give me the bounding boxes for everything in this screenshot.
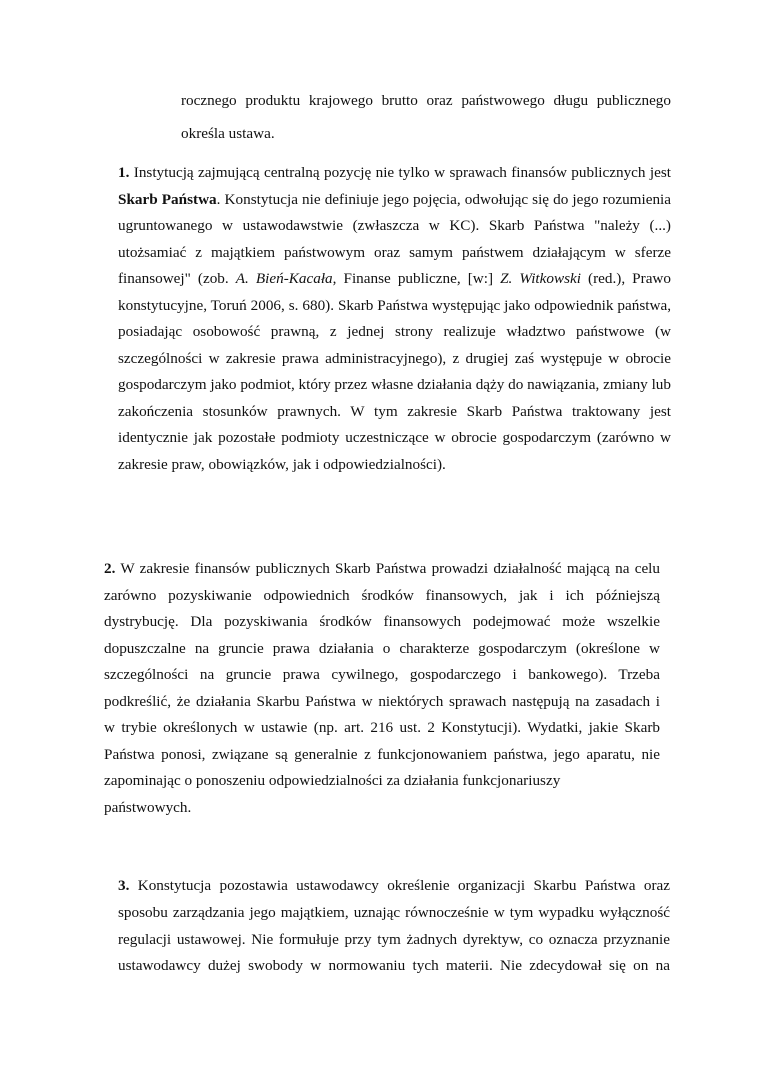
text-line: [104, 666, 660, 684]
text-line: [118, 456, 671, 474]
text-segment: zapominając o ponoszeniu odpowiedzialności za działania funkcjonariuszy: [104, 772, 561, 789]
text-segment: sposobu zarządzania jego majątkiem, uznając równocześnie w tym wypadku wyłączność: [118, 903, 670, 921]
text-segment: rocznego produktu krajowego brutto oraz państwowego długu publicznego: [181, 92, 671, 109]
text-line: [118, 297, 671, 315]
text-segment: utożsamiać z majątkiem państwowym oraz samym państwem działającym w sferze: [118, 243, 671, 261]
text-line: [118, 429, 671, 447]
text-segment: regulacji ustawowej. Nie formułuje przy tym żadnych dyrektyw, co oznacza przyznanie: [118, 930, 670, 948]
text-line: [104, 640, 660, 658]
text-line: [104, 693, 660, 711]
text-segment: posiadając osobowość prawną, z jednej strony realizuje władztwo państwowe (w: [118, 323, 671, 340]
text-segment: państwowych.: [104, 798, 192, 816]
text-line: [118, 376, 671, 394]
text-segment: dopuszczalne na gruncie prawa działania o charakterze gospodarczym (określone w: [104, 639, 660, 657]
text-line: [118, 191, 671, 209]
text-line: [118, 877, 670, 895]
text-segment: finansowej" (zob.: [118, 270, 236, 287]
text-segment: , Finanse publiczne, [w:]: [332, 270, 501, 287]
text-segment: zakresie praw, obowiązków, jak i odpowiedzialności).: [118, 455, 446, 473]
text-segment: W zakresie finansów publicznych Skarb Państwa prowadzi działalność mającą na celu: [115, 560, 660, 577]
bold-text: Skarb Państwa: [118, 190, 217, 208]
text-segment: podkreślić, że działania Skarbu Państwa w niektórych sprawach następują na zasadach i: [104, 692, 660, 710]
text-line: [118, 323, 671, 341]
text-line: [118, 931, 670, 949]
bold-text: 1.: [118, 164, 130, 181]
text-segment: . Konstytucja nie definiuje jego pojęcia, odwołując się do jego rozumienia: [216, 190, 671, 208]
italic-text: A. Bień-Kacała: [235, 270, 333, 287]
text-line: [118, 270, 671, 288]
bold-text: 3.: [118, 877, 130, 894]
text-line: [104, 613, 660, 631]
text-line: [104, 746, 660, 764]
text-segment: Konstytucja pozostawia ustawodawcy określenie organizacji Skarbu Państwa oraz: [129, 877, 670, 894]
text-segment: szczególności na gruncie prawa cywilnego, gospodarczego i bankowego). Trzeba: [104, 666, 660, 683]
text-line: [104, 772, 660, 790]
text-line: [104, 587, 660, 605]
text-line: [118, 957, 670, 975]
text-segment: konstytucyjne, Toruń 2006, s. 680). Skarb Państwa występując jako odpowiednik państwa,: [118, 296, 671, 314]
italic-text: Z. Witkowski: [500, 270, 581, 287]
text-line: [118, 217, 671, 235]
text-line: [104, 719, 660, 737]
text-segment: zarówno pozyskiwanie odpowiednich środków finansowych, jak i ich późniejszą: [104, 586, 660, 604]
text-line: [181, 125, 671, 143]
text-line: [118, 244, 671, 262]
text-line: [181, 92, 671, 110]
bold-text: 2.: [104, 560, 116, 577]
text-segment: (red.), Prawo: [580, 270, 671, 287]
text-line: [118, 350, 671, 368]
text-line: [104, 799, 660, 817]
text-line: [104, 560, 660, 578]
text-segment: ugruntowanego w ustawodawstwie (zwłaszcza w KC). Skarb Państwa "należy (...): [118, 217, 671, 234]
text-segment: Państwa ponosi, związane są generalnie z funkcjonowaniem państwa, jego aparatu, nie: [104, 745, 660, 763]
text-segment: zakończenia stosunków prawnych. W tym zakresie Skarb Państwa traktowany jest: [118, 402, 671, 420]
text-line: [118, 164, 671, 182]
text-segment: określa ustawa.: [181, 125, 275, 142]
text-segment: w trybie określonych w ustawie (np. art. 216 ust. 2 Konstytucji). Wydatki, jakie Skarb: [104, 719, 660, 736]
text-line: [118, 904, 670, 922]
text-line: [118, 403, 671, 421]
text-segment: ustawodawcy dużej swobody w normowaniu tych materii. Nie zdecydował się on na: [118, 957, 670, 975]
text-segment: identycznie jak pozostałe podmioty uczestniczące w obrocie gospodarczym (zarówno w: [118, 429, 671, 446]
text-segment: szczególności w zakresie prawa administracyjnego), z drugiej zaś występuje w obrocie: [118, 349, 671, 367]
text-segment: dystrybucję. Dla pozyskiwania środków finansowych podejmować może wszelkie: [104, 613, 660, 630]
text-segment: gospodarczym jako podmiot, który przez własne działania dąży do nawiązania, zmiany lub: [118, 376, 671, 393]
text-segment: Instytucją zajmującą centralną pozycję nie tylko w sprawach finansów publicznych jest: [129, 164, 671, 181]
